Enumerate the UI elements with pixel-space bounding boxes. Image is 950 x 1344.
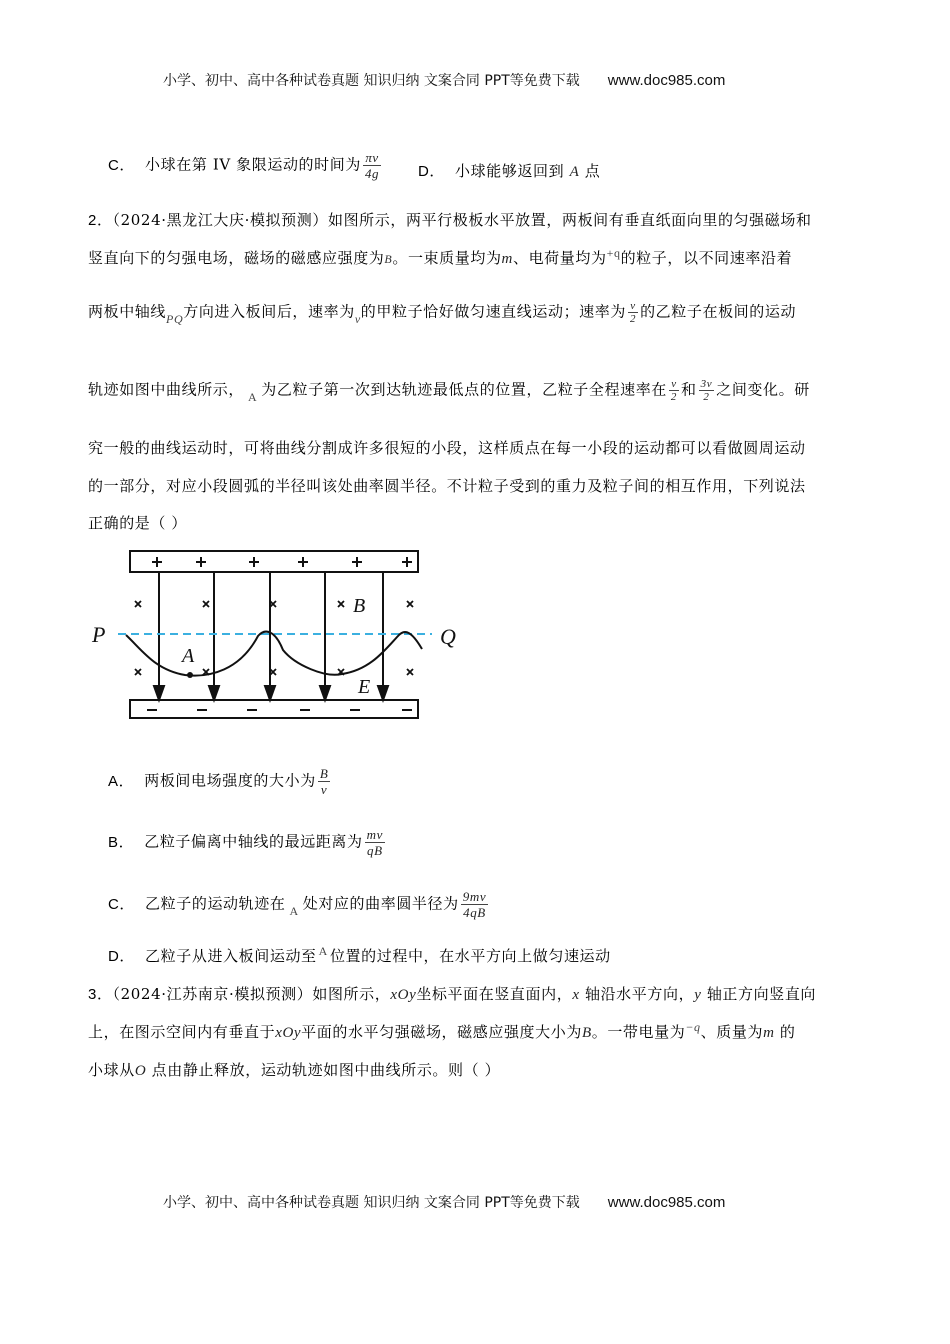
frac-num: v [671,378,677,390]
q2-stem-line-6: 的一部分，对应小段圆弧的半径叫该处曲率圆半径。不计粒子受到的重力及粒子间的相互作用，下列说法 [88,477,806,495]
frac-den: 2 [629,313,637,325]
q1-option-d[interactable] [418,160,600,181]
question-source: （2024·江苏南京·模拟预测） [112,985,313,1003]
stem-text: 的粒子，以不同速率沿着 [620,249,793,267]
stem-text: 两板中轴线 [88,302,167,321]
option-text: 乙粒子偏离中轴线的最远距离为 [144,832,363,851]
page-footer [163,1192,725,1212]
stem-text: 坐标平面在竖直面内， [416,985,573,1003]
math-var: O [134,1063,147,1079]
option-text: 处对应的曲率圆半径为 [302,894,459,913]
footer-text: 小学、初中、高中各种试卷真题 知识归纳 文案合同 PPT等免费下载 [163,1195,580,1211]
footer-url[interactable]: www.doc985.com [607,1194,726,1211]
math-var: −q [685,1020,701,1034]
frac-den: v [320,782,328,797]
stem-text: 轴沿水平方向， [584,985,695,1003]
option-label: D． [418,163,446,180]
option-label: C． [108,156,136,174]
frac-num: 9mv [462,889,487,904]
math-var: A [318,944,328,958]
math-var: xOy [275,1025,302,1041]
stem-text: 如图所示，两平行极板水平放置，两板间有垂直纸面向里的匀强磁场和 [327,211,812,229]
frac-num: πv [365,150,379,165]
stem-text: 为乙粒子第一次到达轨迹最低点的位置，乙粒子全程速率在 [261,380,667,399]
stem-text: 如图所示， [312,985,391,1003]
math-var: B [384,252,393,266]
q2-option-d[interactable] [108,945,611,966]
stem-text: 轴正方向竖直向 [706,985,817,1003]
q2-stem-line-1 [88,209,812,230]
capacitor-field-diagram [80,540,480,730]
frac-den: 4g [364,166,380,181]
electric-field-arrows [154,572,388,700]
q2-option-c[interactable] [108,889,490,920]
label-a: A [182,645,195,667]
question-source: （2024·黑龙江大庆·模拟预测） [112,211,328,229]
stem-text: 的乙粒子在板间的运动 [640,302,797,321]
q3-stem-line-2 [88,1021,795,1042]
header-url[interactable]: www.doc985.com [607,72,726,89]
math-var: PQ [166,311,184,326]
q2-option-a[interactable] [108,766,332,797]
math-var: B [581,1025,592,1041]
frac-den: 2 [703,391,710,403]
stem-text: 、电荷量均为 [512,249,607,267]
option-text: 乙粒子从进入板间运动至 [145,947,317,965]
magnetic-field-marks [135,601,413,675]
option-text: 两板间电场强度的大小为 [144,771,316,790]
frac-num: B [319,766,329,781]
stem-text: 。一带电量为 [591,1023,686,1041]
option-label: A． [108,772,135,790]
q2-stem-line-7: 正确的是（ ） [88,514,187,532]
top-plate [130,551,418,572]
stem-text: 、质量为 [700,1023,764,1041]
stem-text: 的甲粒子恰好做匀速直线运动；速率为 [360,302,626,321]
math-var: A [569,164,580,180]
fraction [628,300,638,325]
q2-option-b[interactable] [108,827,387,858]
math-var: x [572,987,580,1003]
math-var: xOy [390,987,417,1003]
frac-den: 2 [670,391,678,403]
stem-text: 竖直向下的匀强电场，磁场的磁感应强度为 [88,249,385,267]
math-var: +q [606,246,621,260]
label-b: B [353,595,366,617]
stem-text: 和 [681,380,697,399]
stem-text: 之间变化。研 [716,380,810,399]
math-var: m [763,1025,775,1041]
option-text: 小球能够返回到 [455,162,565,180]
frac-num: v [630,300,636,312]
label-q: Q [440,624,456,649]
page-header [163,70,725,90]
stem-text: 方向进入板间后，速率为 [183,302,355,321]
option-label: C． [108,895,136,913]
option-label: B． [108,833,135,851]
frac-num: 3v [700,378,713,390]
stem-text: 。一束质量均为 [392,249,502,267]
fraction [318,766,331,797]
stem-text: 的 [779,1023,796,1041]
stem-text: 平面的水平匀强磁场，磁感应强度大小为 [301,1023,582,1041]
q2-stem-line-3 [88,300,796,325]
particle-trajectory [126,632,422,676]
option-text: 乙粒子的运动轨迹在 [145,894,286,913]
fraction [363,150,381,181]
math-var: m [501,251,513,267]
option-text: 小球在第 IV 象限运动的时间为 [145,155,361,174]
stem-text: 小球从 [88,1061,135,1079]
option-label: D． [108,948,136,965]
math-var: v [354,311,361,326]
fraction [699,378,715,403]
label-e: E [358,676,371,698]
header-text: 小学、初中、高中各种试卷真题 知识归纳 文案合同 PPT等免费下载 [163,73,580,89]
q1-option-c[interactable] [108,150,383,181]
question-number: 2． [88,212,113,229]
question-number: 3． [88,986,113,1003]
q2-stem-line-2 [88,247,792,268]
q3-stem-line-3 [88,1059,500,1080]
fraction [669,378,679,403]
bottom-plate [130,700,418,718]
label-p: P [92,622,106,647]
math-var: A [248,389,258,404]
option-text: 位置的过程中，在水平方向上做匀速运动 [329,947,611,965]
frac-den: 4qB [463,905,486,920]
fraction [461,889,488,920]
frac-den: qB [366,843,383,858]
point-a-marker [187,672,193,678]
stem-text: 点由静止释放，运动轨迹如图中曲线所示。则（ ） [151,1061,501,1079]
math-var: y [694,987,702,1003]
q2-stem-line-4 [88,378,810,403]
fraction [365,827,385,858]
stem-text: 轨迹如图中曲线所示， [88,380,245,399]
option-text: 点 [579,162,601,180]
q3-stem-line-1 [88,983,816,1004]
q2-stem-line-5: 究一般的曲线运动时，可将曲线分割成许多很短的小段，这样质点在每一小段的运动都可以看做圆周运动 [88,439,806,457]
frac-num: mv [366,827,383,842]
stem-text: 上，在图示空间内有垂直于 [88,1023,276,1041]
math-var: A [289,903,299,918]
